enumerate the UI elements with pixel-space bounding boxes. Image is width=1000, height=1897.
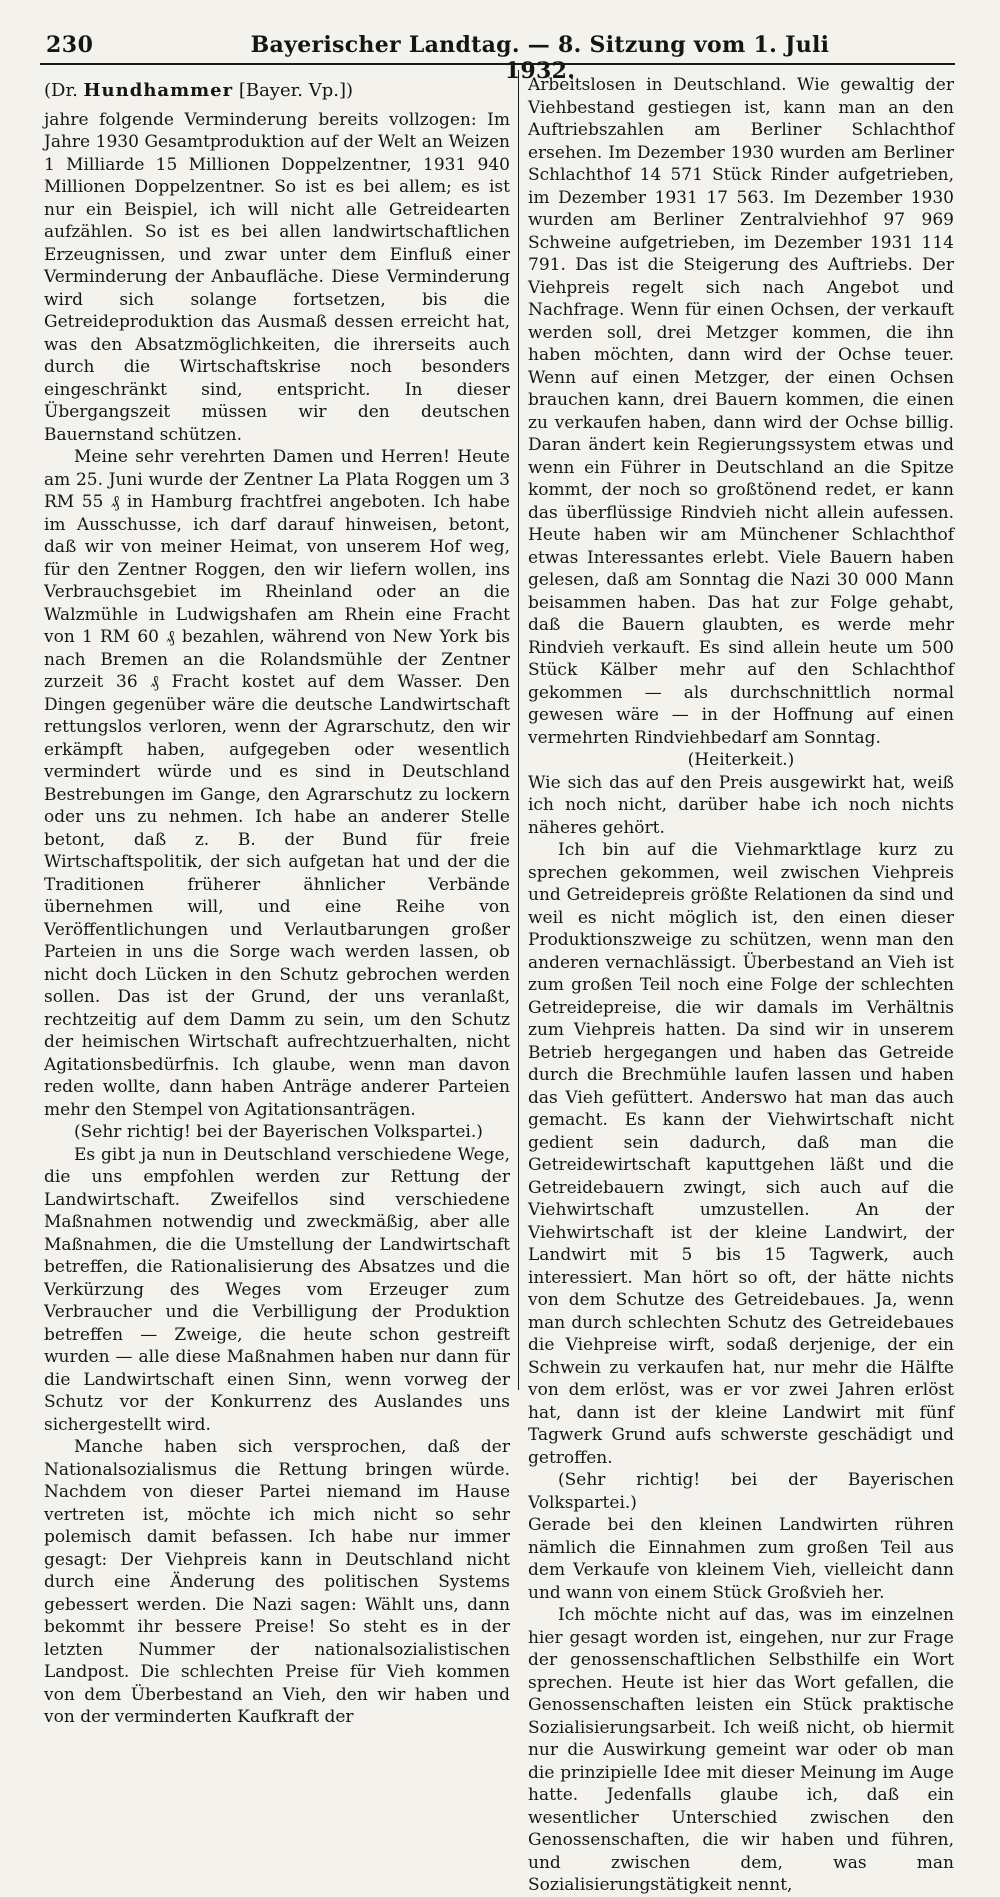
paragraph: jahre folgende Verminderung bereits vollzogen: Im Jahre 1930 Gesamtproduktion auf der Welt an Weizen 1 Milliarde 15 Millionen Doppelzentner, 1931 940 Millionen Doppelzentner. So ist es bei allem; es ist nur ein Beispiel, ich will nicht alle Getreidearten aufzählen. So ist es bei allen landwirtschaftlichen Erzeugnissen, und zwar unter dem Einfluß einer Verminderung der Anbaufläche. Diese Verminderung wird sich solange fortsetzen, bis die Getreideproduktion das Ausmaß dessen erreicht hat, was den Absatzmöglichkeiten, die ihrerseits auch durch die Wirtschaftskrise noch besonders eingeschränkt sind, entspricht. In dieser Übergangszeit müssen wir den deutschen Bauernstand schützen. (44, 109, 510, 445)
interjection: (Sehr richtig! bei der Bayerischen Volkspartei.) (74, 1122, 483, 1142)
running-header (40, 26, 960, 84)
paragraph: Gerade bei den kleinen Landwirten rühren nämlich die Einnahmen zum großen Teil aus dem Verkaufe von kleinem Vieh, vielleicht dann und wann von einem Stück Großvieh her. (528, 1515, 954, 1603)
page-number: 230 (46, 32, 94, 58)
speaker-party: [Bayer. Vp.]) (238, 80, 353, 101)
paragraph: Wie sich das auf den Preis ausgewirkt hat, weiß ich noch nicht, darüber habe ich noch nichts näheres gehört. (528, 772, 954, 838)
speaker-prefix: (Dr. (44, 80, 78, 101)
header-rule (40, 63, 955, 65)
column-divider (518, 70, 519, 1390)
paragraph: Ich möchte nicht auf das, was im einzelnen hier gesagt worden ist, eingehen, nur zur Frage der genossenschaftlichen Selbsthilfe ein Wort sprechen. Heute ist hier das Wort gefallen, die Genossenschaften leisten ein Stück praktische Sozialisierungsarbeit. Ich weiß nicht, ob hiermit nur die Auswirkung gemeint war oder ob man die prinzipielle Idee mit dieser Meinung im Auge hatte. Jedenfalls glaube ich, daß ein wesentlicher Unterschied zwischen den Genossenschaften, die wir haben und führen, und zwischen dem, was man Sozialisierungstätigkeit nennt, (528, 1605, 954, 1895)
paragraph: Arbeitslosen in Deutschland. Wie gewaltig der Viehbestand gestiegen ist, kann man an den Auftriebszahlen am Berliner Schlachthof ersehen. Im Dezember 1930 wurden am Berliner Schlachthof 14 571 Stück Rinder aufgetrieben, im Dezember 1931 17 563. Im Dezember 1930 wurden am Berliner Zentralviehhof 97 969 Schweine aufgetrieben, im Dezember 1931 114 791. Das ist die Steigerung des Auftriebs. Der Viehpreis regelt sich nach Angebot und Nachfrage. Wenn für einen Ochsen, der verkauft werden soll, drei Metzger kommen, die ihn haben möchten, dann wird der Ochse teuer. Wenn auf einen Metzger, der einen Ochsen brauchen kann, drei Bauern kommen, die einen zu verkaufen haben, dann wird der Ochse billig. Daran ändert kein Regierungssystem etwas und wenn ein Führer in Deutschland an die Spitze kommt, der noch so großtönend redet, er kann das überflüssige Rindvieh nicht allein aufessen. Heute haben wir am Münchener Schlachthof etwas Interessantes erlebt. Viele Bauern haben gelesen, daß am Sonntag die Nazi 30 000 Mann beisammen haben. Das hat zur Folge gehabt, daß die Bauern glaubten, es werde mehr Rindvieh verkauft. Es sind allein heute um 500 Stück Kälber mehr auf den Schlachthof gekommen — als durchschnittlich normal gewesen wäre — in der Hoffnung auf einen vermehrten Rindviehbedarf am Sonntag. (528, 75, 954, 748)
paragraph: Ich bin auf die Viehmarktlage kurz zu sprechen gekommen, weil zwischen Viehpreis und Getreidepreis größte Relationen da sind und weil es nicht möglich ist, den einen dieser Produktionszweige zu schützen, wenn man den anderen vernachlässigt. Überbestand an Vieh ist zum großen Teil noch eine Folge der schlechten Getreidepreise, die wir damals im Verhältnis zum Viehpreis hatten. Da sind wir in unserem Betrieb hergegangen und haben das Getreide durch die Brechmühle laufen lassen und haben das Vieh gefüttert. Anderswo hat man das auch gemacht. Es kann der Viehwirtschaft nicht gedient sein dadurch, daß man die Getreidewirtschaft kaputtgehen läßt und die Getreidebauern zwingt, sich auch auf die Viehwirtschaft umzustellen. An der Viehwirtschaft ist der kleine Landwirt, der Landwirt mit 5 bis 15 Tagwerk, auch interessiert. Man hört so oft, der hätte nichts von dem Schutze des Getreidebaues. Ja, wenn man durch schlechten Schutz des Getreidebaues die Viehpreise wirft, sodaß derjenige, der ein Schwein zu verkaufen hat, nur mehr die Hälfte von dem erlöst, was er vor zwei Jahren erlöst hat, dann ist der kleine Landwirt mit fünf Tagwerk Grund aufs schwerste geschädigt und getroffen. (528, 840, 954, 1468)
left-column (44, 74, 510, 1729)
paragraph: Manche haben sich versprochen, daß der Nationalsozialismus die Rettung bringen würde. Nachdem von dieser Partei niemand im Hause vertreten ist, möchte ich mich nicht so sehr polemisch damit befassen. Ich habe nur immer gesagt: Der Viehpreis kann in Deutschland nicht durch eine Änderung des politischen Systems gebessert werden. Die Nazi sagen: Wählt uns, dann bekommt ihr bessere Preise! So steht es in der letzten Nummer der nationalsozialistischen Landpost. Die schlechten Preise für Vieh kommen von dem Überbestand an Vieh, den wir haben und von der verminderten Kaufkraft der (44, 1437, 510, 1727)
speaker-line (44, 74, 510, 103)
right-column (528, 74, 954, 1897)
interjection: (Heiterkeit.) (687, 750, 795, 770)
paragraph: Es gibt ja nun in Deutschland verschiedene Wege, die uns empfohlen werden zur Rettung der Landwirtschaft. Zweifellos sind verschiedene Maßnahmen notwendig und zweckmäßig, aber alle Maßnahmen, die die Umstellung der Landwirtschaft betreffen, die Rationalisierung des Absatzes und die Verkürzung des Weges vom Erzeuger zum Verbraucher und die Verbilligung der Produktion betreffen — Zweige, die heute schon gestreift wurden — alle diese Maßnahmen haben nur dann für die Landwirtschaft einen Sinn, wenn vorweg der Schutz vor der Konkurrenz des Auslandes uns sichergestellt wird. (44, 1144, 510, 1435)
paragraph: Meine sehr verehrten Damen und Herren! Heute am 25. Juni wurde der Zentner La Plata Roggen um 3 RM 55 ₰ in Hamburg frachtfrei angeboten. Ich habe im Ausschusse, ich darf darauf hinweisen, betont, daß wir von meiner Heimat, von unserem Hof weg, für den Zentner Roggen, den wir liefern wollen, ins Verbrauchsgebiet im Rheinland oder an die Walzmühle in Ludwigshafen am Rhein eine Fracht von 1 RM 60 ₰ bezahlen, während von New York bis nach Bremen an die Rolandsmühle der Zentner zurzeit 36 ₰ Fracht kostet auf dem Wasser. Den Dingen gegenüber wäre die deutsche Landwirtschaft rettungslos verloren, wenn der Agrarschutz, den wir erkämpft haben, aufgegeben oder wesentlich vermindert würde und es sind in Deutschland Bestrebungen im Gange, den Agrarschutz zu lockern oder uns zu nehmen. Ich habe an anderer Stelle betont, daß z. B. der Bund für freie Wirtschaftspolitik, der sich aufgetan hat und der die Traditionen früherer ähnlicher Verbände übernehmen will, und eine Reihe von Veröffentlichungen und Verlautbarungen großer Parteien in uns die Sorge wach werden lassen, ob nicht doch Lücken in den Schutz gebrochen werden sollen. Das ist der Grund, der uns veranlaßt, rechtzeitig auf dem Damm zu sein, um den Schutz der heimischen Wirtschaft aufrechtzuerhalten, nicht Agitationsbedürfnis. Ich glaube, wenn man davon reden wollte, dann haben Anträge anderer Parteien mehr den Stempel von Agitationsanträgen. (44, 447, 510, 1120)
running-title: Bayerischer Landtag. — 8. Sitzung vom 1. Juli 1932. (250, 32, 830, 84)
speaker-name: Hundhammer (83, 80, 234, 101)
interjection: (Sehr richtig! bei der Bayerischen Volkspartei.) (528, 1470, 954, 1513)
